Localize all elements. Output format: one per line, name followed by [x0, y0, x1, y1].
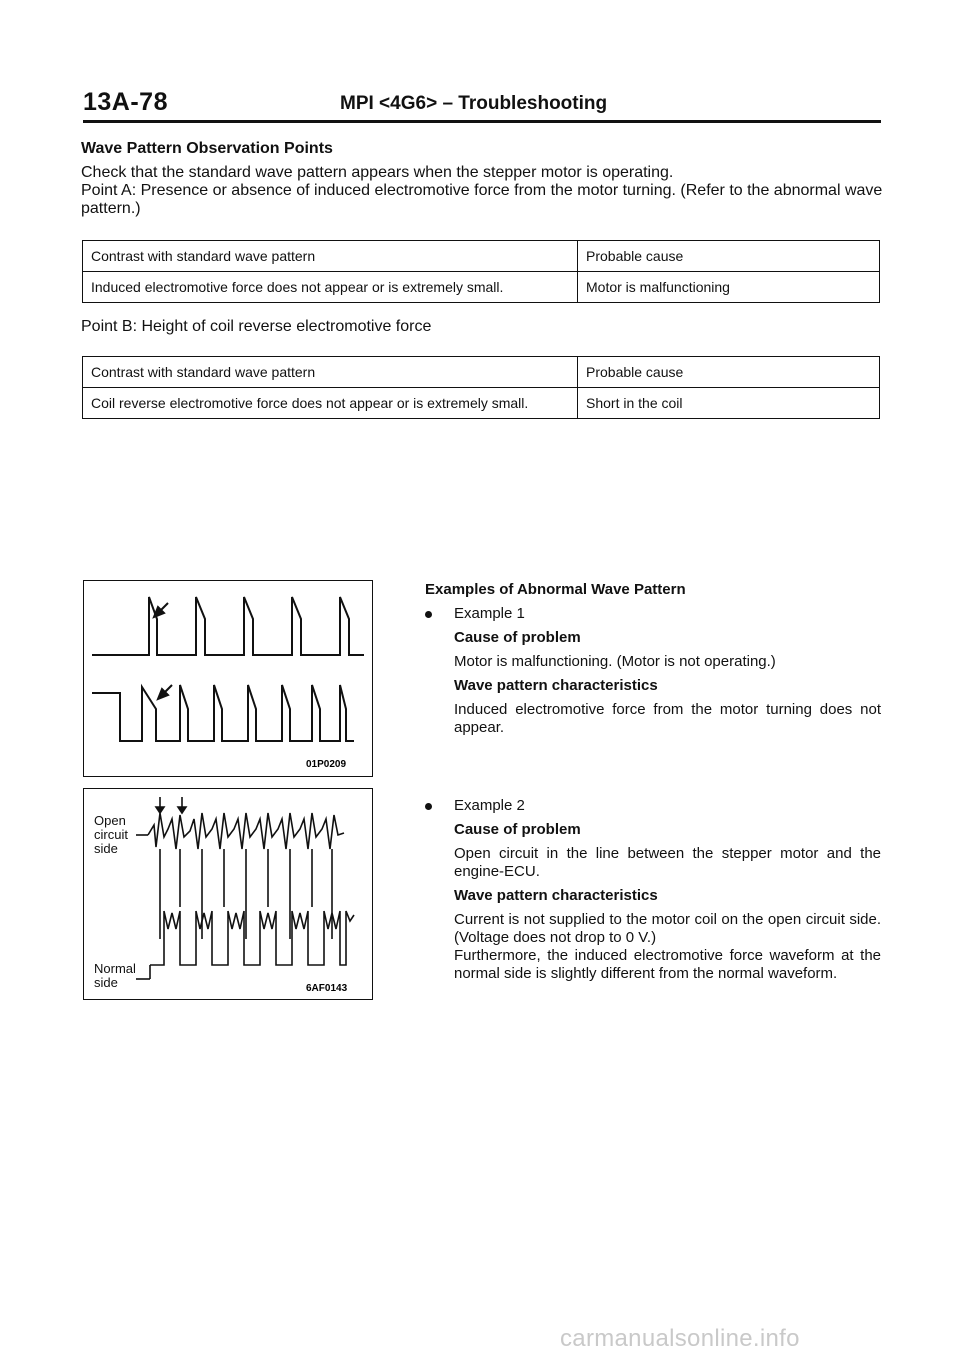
characteristics-text	[454, 911, 881, 983]
example-name: Example 2	[454, 797, 525, 814]
table-header-row	[83, 357, 880, 388]
table-header-cell: Contrast with standard wave pattern	[83, 241, 578, 272]
figure-code: 01P0209	[306, 759, 347, 770]
header-rule	[83, 120, 881, 123]
figure-code: 6AF0143	[306, 983, 348, 994]
section-title: Wave Pattern Observation Points	[81, 140, 333, 157]
table-row	[83, 272, 880, 303]
table-cell: Short in the coil	[578, 388, 880, 419]
characteristics-line: Furthermore, the induced electromotive force waveform at the normal side is slightly different from the normal waveform.	[454, 947, 881, 982]
watermark: carmanualsonline.info	[560, 1325, 800, 1352]
intro-line: Check that the standard wave pattern appears when the stepper motor is operating.	[81, 164, 674, 181]
example-name: Example 1	[454, 605, 525, 622]
open-circuit-label: side	[94, 841, 118, 856]
section-intro	[81, 164, 886, 218]
table-header-row	[83, 241, 880, 272]
cause-text: Motor is malfunctioning. (Motor is not operating.)	[454, 653, 776, 670]
bullet-icon	[425, 803, 432, 810]
table-header-cell: Contrast with standard wave pattern	[83, 357, 578, 388]
waveform-example-2	[84, 789, 372, 999]
waveform-example-1	[84, 581, 372, 776]
normal-side-label: Normal	[94, 961, 136, 976]
bullet-icon	[425, 611, 432, 618]
page-title: MPI <4G6> – Troubleshooting	[340, 93, 608, 114]
examples-title: Examples of Abnormal Wave Pattern	[425, 581, 686, 598]
cause-heading: Cause of problem	[454, 629, 581, 646]
characteristics-text: Induced electromotive force from the motor turning does not appear.	[454, 701, 881, 736]
example-1-heading	[425, 605, 881, 623]
arrow-icon	[156, 797, 186, 813]
example-2-heading	[425, 797, 881, 815]
example-2-block	[425, 797, 881, 983]
upper-waveform	[92, 597, 364, 655]
open-circuit-label: Open	[94, 813, 126, 828]
table-row	[83, 388, 880, 419]
table-cell: Induced electromotive force does not appear or is extremely small.	[83, 272, 578, 303]
characteristics-line: Current is not supplied to the motor coil on the open circuit side. (Voltage does not drop to 0 V.)	[454, 911, 881, 946]
cause-text: Open circuit in the line between the stepper motor and the engine-ECU.	[454, 845, 881, 880]
table-point-b	[82, 356, 880, 419]
normal-side-label: side	[94, 975, 118, 990]
vertical-markers	[160, 849, 332, 939]
open-circuit-waveform	[148, 813, 344, 849]
lower-waveform	[92, 685, 354, 741]
characteristics-heading: Wave pattern characteristics	[454, 677, 658, 694]
page-number: 13A-78	[83, 88, 168, 116]
table-header-cell: Probable cause	[578, 357, 880, 388]
characteristics-heading: Wave pattern characteristics	[454, 887, 658, 904]
point-b-text: Point B: Height of coil reverse electromotive force	[81, 318, 432, 335]
normal-side-waveform	[150, 911, 354, 965]
table-header-cell: Probable cause	[578, 241, 880, 272]
figure-example-1	[83, 580, 373, 777]
open-circuit-label: circuit	[94, 827, 128, 842]
table-cell: Coil reverse electromotive force does not appear or is extremely small.	[83, 388, 578, 419]
table-point-a	[82, 240, 880, 303]
cause-heading: Cause of problem	[454, 821, 581, 838]
example-1-block	[425, 605, 881, 737]
table-cell: Motor is malfunctioning	[578, 272, 880, 303]
figure-example-2	[83, 788, 373, 1000]
point-a-text: Point A: Presence or absence of induced electromotive force from the motor turning. (Refer to the abnormal wave pattern.)	[81, 182, 883, 217]
